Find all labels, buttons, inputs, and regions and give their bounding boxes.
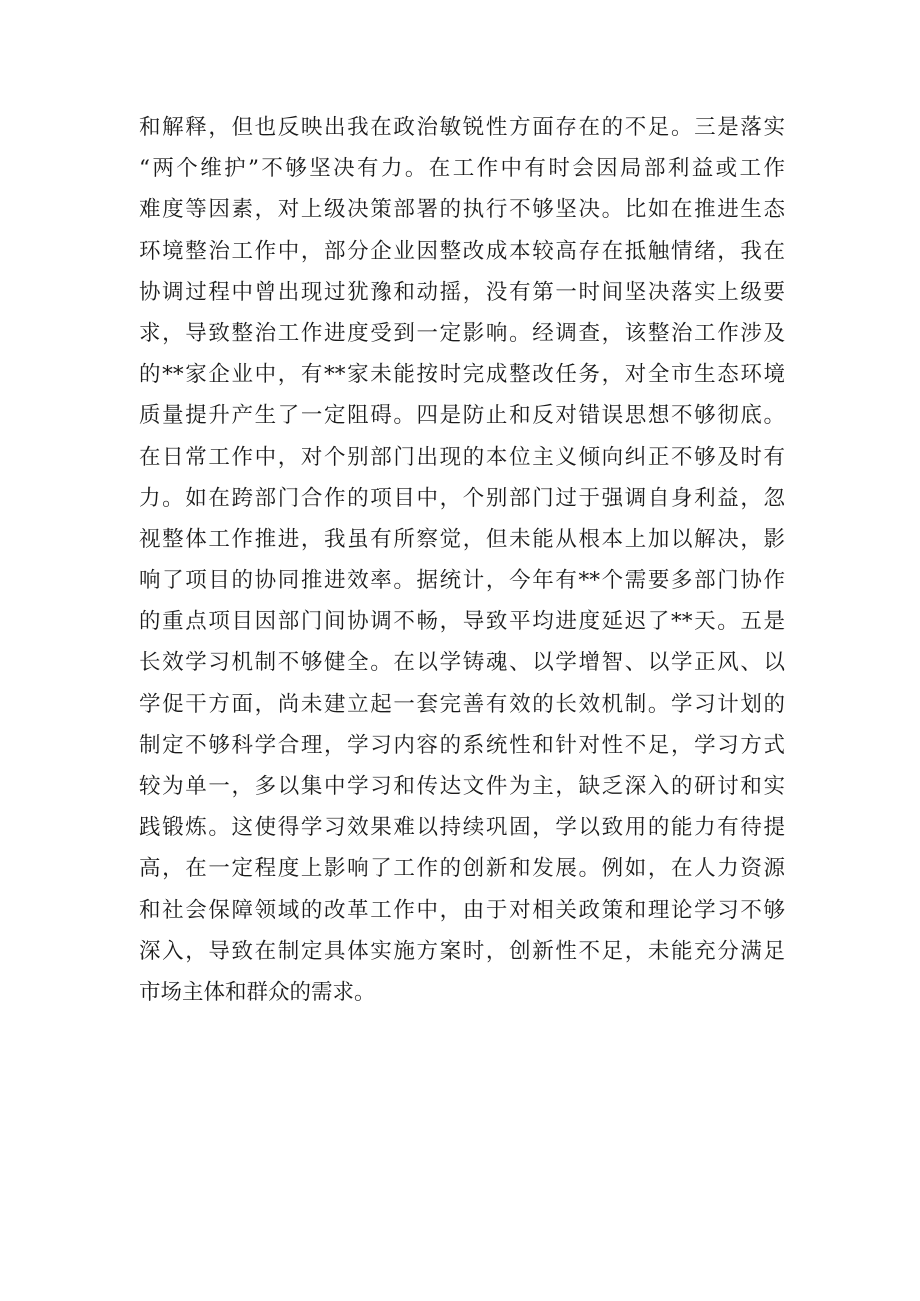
text-line: 制定不够科学合理，学习内容的系统性和针对性不足，学习方式	[139, 732, 785, 758]
text-line: 长效学习机制不够健全。在以学铸魂、以学增智、以学正风、以	[139, 650, 785, 676]
text-line: 较为单一，多以集中学习和传达文件为主，缺乏深入的研讨和实	[139, 774, 785, 799]
text-line: 响了项目的协同推进效率。据统计，今年有**个需要多部门协作	[139, 568, 785, 594]
text-line: 环境整治工作中，部分企业因整改成本较高存在抵触情绪，我在	[139, 238, 785, 264]
text-line: 的重点项目因部门间协调不畅，导致平均进度延迟了**天。五是	[139, 609, 785, 635]
text-line: “两个维护”不够坚决有力。在工作中有时会因局部利益或工作	[139, 156, 785, 182]
text-line: 和社会保障领域的改革工作中，由于对相关政策和理论学习不够	[139, 897, 785, 923]
text-line: 视整体工作推进，我虽有所察觉，但未能从根本上加以解决，影	[139, 526, 785, 552]
text-line: 协调过程中曾出现过犹豫和动摇，没有第一时间坚决落实上级要	[139, 279, 785, 305]
text-line: 高，在一定程度上影响了工作的创新和发展。例如，在人力资源	[139, 856, 785, 882]
text-line: 力。如在跨部门合作的项目中，个别部门过于强调自身利益，忽	[139, 485, 785, 511]
text-line: 和解释，但也反映出我在政治敏锐性方面存在的不足。三是落实	[139, 115, 785, 140]
text-line: 践锻炼。这使得学习效果难以持续巩固，学以致用的能力有待提	[139, 815, 785, 841]
text-line-last: 市场主体和群众的需求。	[139, 979, 376, 1005]
document-body-text	[139, 107, 785, 1013]
text-line: 求，导致整治工作进度受到一定影响。经调查，该整治工作涉及	[139, 320, 785, 346]
text-line: 在日常工作中，对个别部门出现的本位主义倾向纠正不够及时有	[139, 444, 785, 470]
text-line: 的**家企业中，有**家未能按时完成整改任务，对全市生态环境	[139, 362, 785, 388]
text-line: 学促干方面，尚未建立起一套完善有效的长效机制。学习计划的	[139, 691, 785, 717]
text-line: 质量提升产生了一定阻碍。四是防止和反对错误思想不够彻底。	[139, 403, 785, 429]
text-line: 深入，导致在制定具体实施方案时，创新性不足，未能充分满足	[139, 938, 785, 964]
text-line: 难度等因素，对上级决策部署的执行不够坚决。比如在推进生态	[139, 197, 785, 223]
